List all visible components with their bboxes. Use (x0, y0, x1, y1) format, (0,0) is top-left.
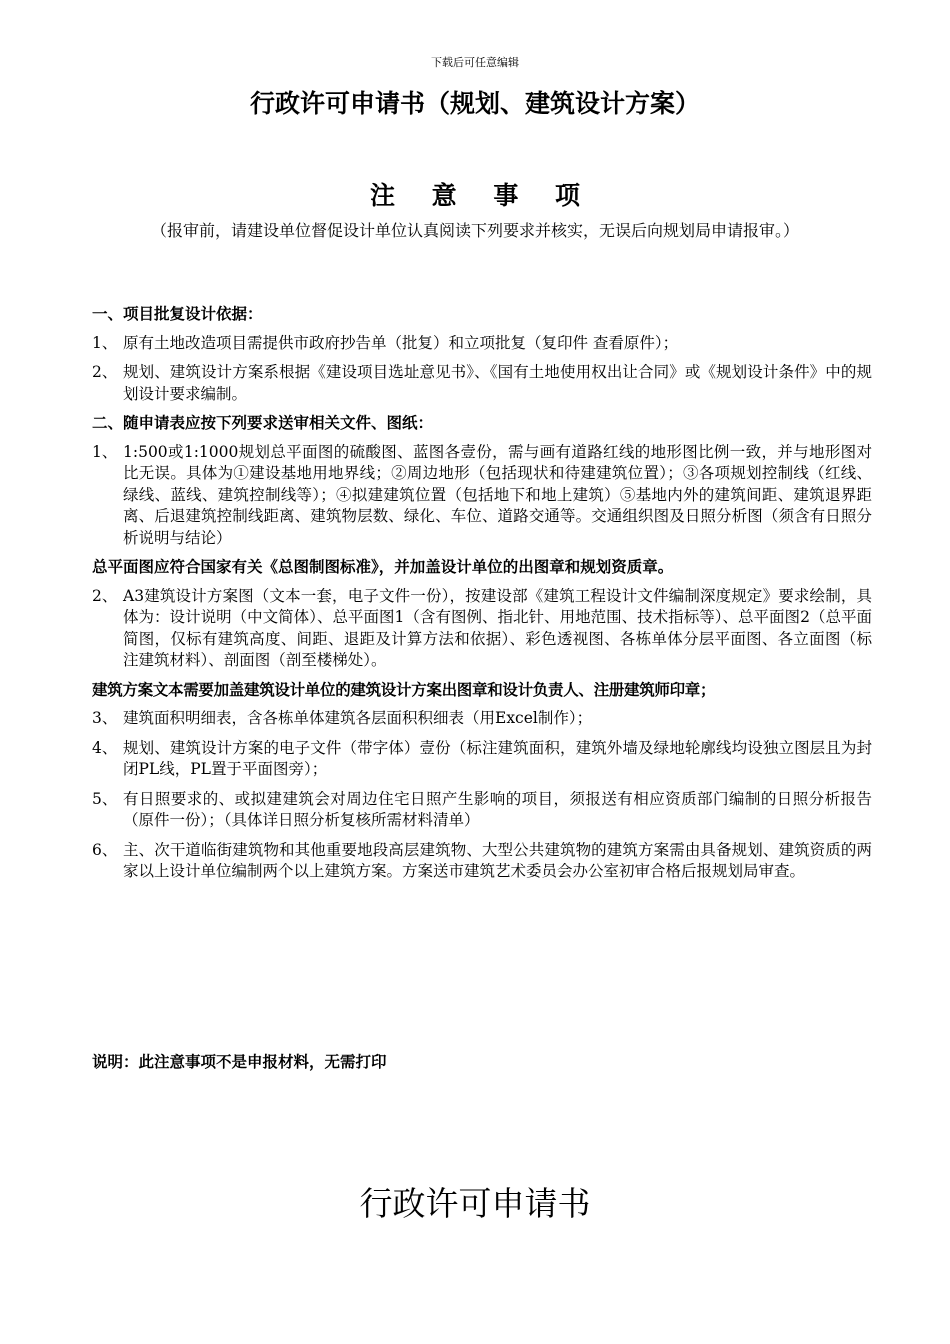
item-number: 1、 (92, 442, 118, 461)
item-number: 2、 (92, 363, 118, 381)
item-number: 3、 (92, 709, 118, 727)
item-text: 建筑面积明细表，含各栋单体建筑各层面积积细表（用Excel制作）； (123, 709, 593, 727)
list-item (92, 333, 872, 355)
bold-requirement-2: 建筑方案文本需要加盖建筑设计单位的建筑设计方案出图章和设计负责人、注册建筑师印章； (92, 680, 716, 699)
section-1-heading: 一、项目批复设计依据： (92, 305, 263, 323)
list-item (92, 840, 872, 883)
page-header: 下载后可任意编辑 (431, 56, 519, 69)
list-item (92, 586, 872, 672)
item-text: 规划、建筑设计方案的电子文件（带字体）壹份（标注建筑面积，建筑外墙及绿地轮廓线均设独立图层且为封闭PL线，PL置于平面图旁）； (123, 738, 872, 778)
list-item (92, 362, 872, 405)
item-text: 1:500或1:1000规划总平面图的硫酸图、蓝图各壹份，需与画有道路红线的地形图比例一致，并与地形图对比无误。具体为①建设基地用地界线；②周边地形（包括现状和待建建筑位置）；③各项规划控制线（红线、绿线、蓝线、建筑控制线等）；④拟建建筑位置（包括地下和地上建筑）⑤基地内外的建筑间距、建筑退界距离、后退建筑控制线距离、建筑物层数、绿化、车位、道路交通等。交通组织图及日照分析图（须含有日照分析说明与结论） (123, 442, 872, 547)
note-text: 说明：此注意事项不是申报材料，无需打印 (92, 1053, 387, 1071)
item-number: 5、 (92, 789, 118, 808)
section-2-heading: 二、随申请表应按下列要求送审相关文件、图纸： (92, 414, 434, 432)
item-text: 原有土地改造项目需提供市政府抄告单（批复）和立项批复（复印件 查看原件）； (123, 333, 679, 352)
notice-subtitle: （报审前，请建设单位督促设计单位认真阅读下列要求并核实，无误后向规划局申请报审。） (150, 221, 799, 240)
item-number: 6、 (92, 840, 118, 859)
second-page-title: 行政许可申请书 (359, 1184, 591, 1223)
list-item (92, 789, 872, 832)
item-number: 2、 (92, 586, 118, 605)
item-text: A3建筑设计方案图（文本一套，电子文件一份），按建设部《建筑工程设计文件编制深度规定》要求绘制，具体为：设计说明（中文简体）、总平面图1（含有图例、指北针、用地范围、技术指标等）、总平面图2（总平面简图，仅标有建筑高度、间距、退距及计算方法和依据）、彩色透视图、各栋单体分层平面图、各立面图（标注建筑材料）、剖面图（剖至楼梯处）。 (123, 586, 872, 669)
item-text: 主、次干道临街建筑物和其他重要地段高层建筑物、大型公共建筑物的建筑方案需由具备规划、建筑资质的两家以上设计单位编制两个以上建筑方案。方案送市建筑艺术委员会办公室初审合格后报规划局审查。 (123, 840, 872, 880)
list-item (92, 442, 872, 550)
bold-requirement-1: 总平面图应符合国家有关《总图制图标准》，并加盖设计单位的出图章和规划资质章。 (92, 558, 674, 576)
list-item (92, 738, 872, 781)
notice-title: 注 意 事 项 (369, 181, 595, 210)
item-text: 有日照要求的、或拟建建筑会对周边住宅日照产生影响的项目，须报送有相应资质部门编制的日照分析报告（原件一份）；（具体详日照分析复核所需材料清单） (123, 789, 872, 829)
list-item (92, 708, 872, 730)
notice-body (92, 304, 872, 891)
item-number: 1、 (92, 333, 118, 352)
document-title: 行政许可申请书（规划、建筑设计方案） (249, 89, 700, 118)
item-number: 4、 (92, 738, 118, 757)
item-text: 规划、建筑设计方案系根据《建设项目选址意见书》、《国有土地使用权出让合同》或《规划设计条件》中的规划设计要求编制。 (123, 363, 872, 403)
